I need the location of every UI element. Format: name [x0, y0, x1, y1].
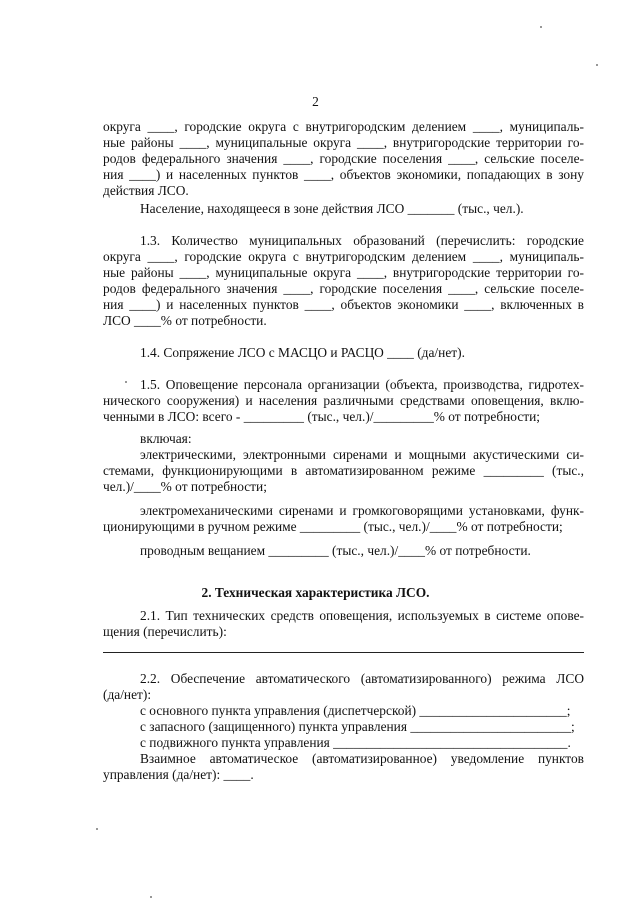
intro-line-5: действия ЛСО.: [103, 183, 189, 198]
electric-line-3: чел.)/____% от потребности;: [103, 479, 267, 494]
item-1-3-line-4: родов федерального значения ____, городские поселения ____, сельские поселе-: [103, 281, 584, 296]
mutual-notification-line-2: управления (да/нет): ____.: [103, 767, 254, 782]
item-1-5-line-2: нического сооружения) и населения различными средствами оповещения, вклю-: [103, 393, 584, 408]
intro-line-2: ные районы ____, муниципальные округа ____, внутригородские территории го-: [103, 135, 584, 150]
electric-line-1: электрическими, электронными сиренами и мощными акустическими си-: [140, 447, 584, 462]
item-2-1-line-1: 2.1. Тип технических средств оповещения, используемых в системе опове-: [140, 608, 584, 623]
item-1-4-line: 1.4. Сопряжение ЛСО с МАСЦО и РАСЦО ____ (да/нет).: [140, 345, 465, 360]
control-point-mobile: с подвижного пункта управления ___________________________________.: [140, 735, 571, 750]
item-1-3-line-3: ные районы ____, муниципальные округа ____, внутригородские территории го-: [103, 265, 584, 280]
electric-line-2: стемами, функционирующими в автоматизированном режиме _________ (тыс.,: [103, 463, 584, 478]
scan-speck: [96, 828, 98, 830]
scan-speck: [125, 381, 127, 383]
electromech-line-2: ционирующими в ручном режиме _________ (тыс., чел.)/____% от потребности;: [103, 519, 563, 534]
control-point-main: с основного пункта управления (диспетчерской) ______________________;: [140, 703, 571, 718]
scan-speck: [150, 896, 152, 898]
item-1-3-line-1: 1.3. Количество муниципальных образований (перечислить: городские: [140, 233, 584, 248]
item-2-1-line-2: щения (перечислить):: [103, 624, 227, 639]
mutual-notification-line-1: Взаимное автоматическое (автоматизированное) уведомление пунктов: [140, 751, 584, 766]
fill-in-rule: [103, 652, 584, 653]
scan-speck: [540, 26, 542, 28]
item-1-5-line-1: 1.5. Оповещение персонала организации (объекта, производства, гидротех-: [140, 377, 584, 392]
item-1-3-line-5: ния ____) и населенных пунктов ____, объектов экономики ____, включенных в: [103, 297, 584, 312]
population-line: Население, находящееся в зоне действия ЛСО _______ (тыс., чел.).: [140, 201, 524, 216]
control-point-reserve: с запасного (защищенного) пункта управления ________________________;: [140, 719, 575, 734]
item-2-2-line-1: 2.2. Обеспечение автоматического (автоматизированного) режима ЛСО: [140, 671, 584, 686]
page-number: 2: [312, 94, 319, 109]
electromech-line-1: электромеханическими сиренами и громкоговорящими установками, функ-: [140, 503, 584, 518]
wired-line: проводным вещанием _________ (тыс., чел.)/____% от потребности.: [140, 543, 531, 558]
intro-line-1: округа ____, городские округа с внутригородским делением ____, муниципаль-: [103, 119, 584, 134]
section-2-heading: 2. Техническая характеристика ЛСО.: [201, 585, 430, 600]
intro-line-4: ния ____) и населенных пунктов ____, объектов экономики, попадающих в зону: [103, 167, 584, 182]
item-1-3-line-2: округа ____, городские округа с внутригородским делением ____, муниципаль-: [103, 249, 584, 264]
item-1-3-line-6: ЛСО ____% от потребности.: [103, 313, 267, 328]
intro-line-3: родов федерального значения ____, городские поселения ____, сельские поселе-: [103, 151, 584, 166]
item-1-5-line-3: ченными в ЛСО: всего - _________ (тыс., чел.)/_________% от потребности;: [103, 409, 541, 424]
item-2-2-line-2: (да/нет):: [103, 687, 152, 702]
scan-speck: [596, 64, 598, 66]
including-label: включая:: [140, 431, 192, 446]
